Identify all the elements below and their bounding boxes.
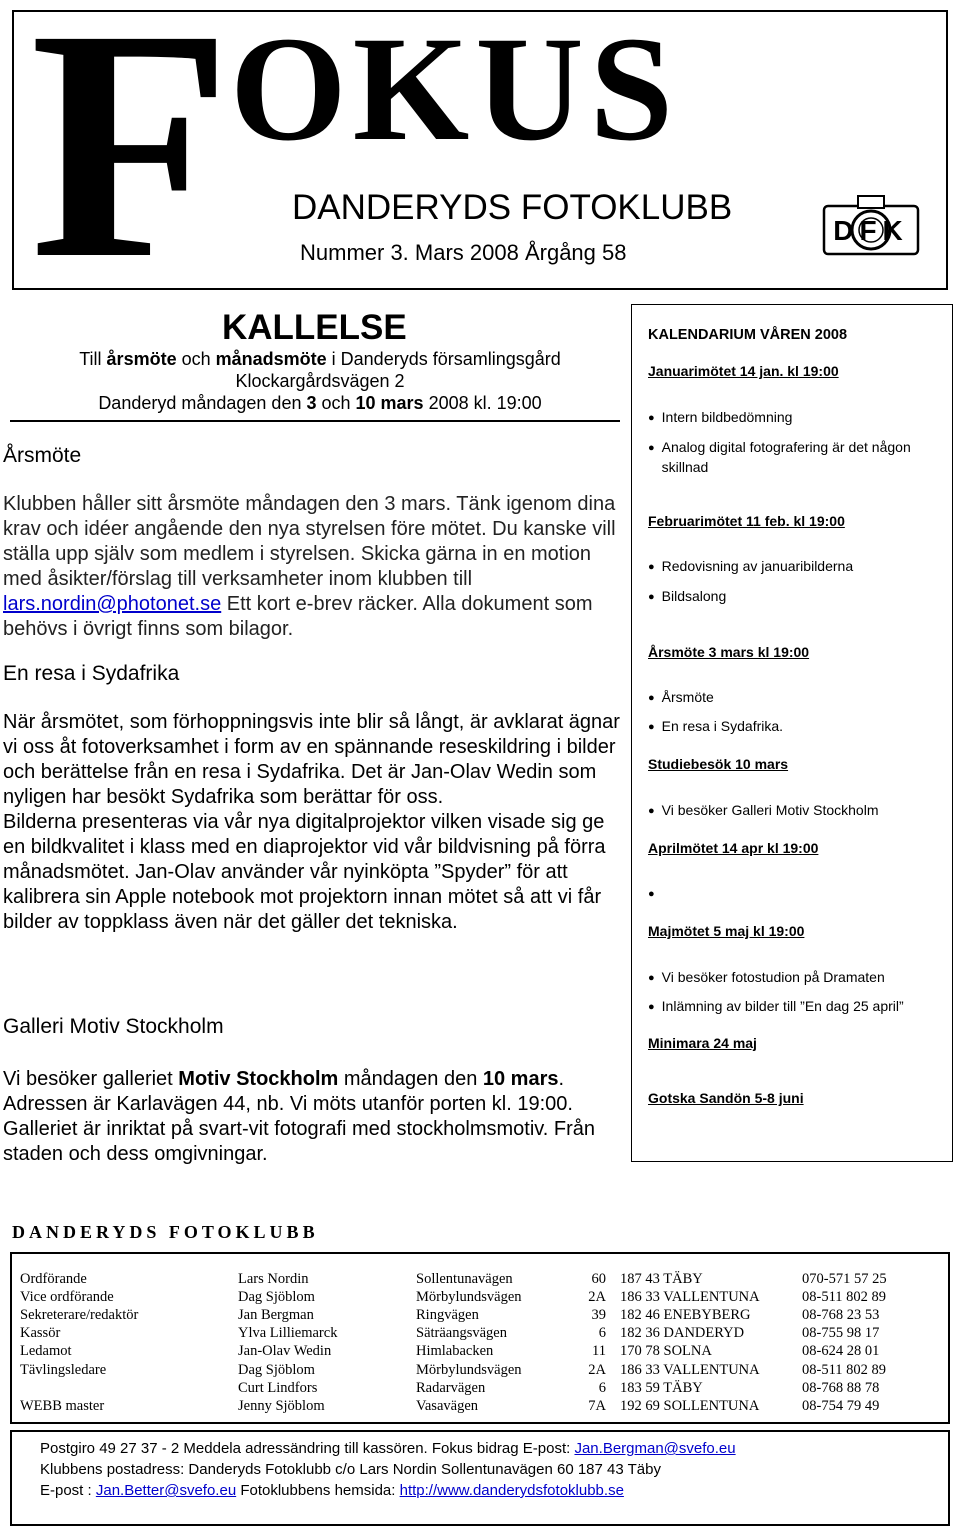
board-cell: 08-768 88 78: [802, 1379, 880, 1396]
board-cell: 7A: [588, 1397, 606, 1414]
board-cell: 11: [592, 1343, 606, 1360]
calendar-jan-item: ● Intern bildbedömning: [648, 407, 948, 429]
board-cell: Mörbylundsvägen: [416, 1288, 522, 1305]
board-cell: Dag Sjöblom: [238, 1361, 315, 1378]
kallelse-text: Till årsmöte och månadsmöte i Danderyds församlingsgård Klockargårdsvägen 2 Danderyd måndagen den 3 och 10 mars 2008 kl. 19:00: [79, 349, 561, 413]
calendar-maj-item: ● Vi besöker fotostudion på Dramaten: [648, 967, 948, 989]
board-cell: Sollentunavägen: [416, 1270, 513, 1287]
board-cell: 2A: [588, 1361, 606, 1378]
board-cell: Ringvägen: [416, 1306, 479, 1323]
calendar-maj-heading: Majmötet 5 maj kl 19:00: [648, 923, 805, 939]
board-cell: 08-511 802 89: [802, 1361, 887, 1378]
calendar-mar-item: ● Årsmöte: [648, 687, 948, 709]
kallelse-title: KALLELSE: [222, 308, 407, 347]
calendar-studie-heading: Studiebesök 10 mars: [648, 756, 789, 772]
email-link[interactable]: lars.nordin@photonet.se: [3, 593, 222, 615]
board-row: [20, 1306, 932, 1324]
board-cell: 170 78 SOLNA: [620, 1343, 712, 1360]
website-link[interactable]: http://www.danderydsfotoklubb.se: [399, 1482, 624, 1499]
board-cell: Jan Bergman: [238, 1306, 314, 1323]
section-heading-resa: En resa i Sydafrika: [3, 662, 180, 685]
calendar-studie-item: ● Vi besöker Galleri Motiv Stockholm: [648, 800, 948, 822]
section-heading-arsmote: Årsmöte: [3, 444, 82, 467]
calendar-jan-item: ● Analog digital fotografering är det någon skillnad: [648, 437, 948, 477]
board-cell: 182 36 DANDERYD: [620, 1325, 745, 1342]
board-cell: 070-571 57 25: [802, 1270, 887, 1287]
email-link[interactable]: Jan.Bergman@svefo.eu: [574, 1440, 736, 1457]
board-cell: Tävlingsledare: [20, 1361, 107, 1378]
board-cell: 186 33 VALLENTUNA: [620, 1361, 760, 1378]
calendar-box: [631, 304, 953, 1162]
board-table: [20, 1270, 932, 1416]
contact-line-3: E-post : Jan.Better@svefo.eu Fotoklubbens hemsida: http://www.danderydsfotoklubb.se: [40, 1482, 624, 1499]
board-cell: Ledamot: [20, 1343, 72, 1360]
board-cell: 6: [598, 1325, 606, 1342]
board-cell: 60: [591, 1270, 606, 1287]
calendar-apr-item: [648, 883, 948, 905]
board-cell: 08-511 802 89: [802, 1288, 887, 1305]
board-cell: Curt Lindfors: [238, 1379, 318, 1396]
board-row: [20, 1397, 932, 1415]
contact-line-1: Postgiro 49 27 37 - 2 Meddela adressändring till kassören. Fokus bidrag E-post: Jan.Bergman@svefo.eu: [40, 1440, 736, 1457]
board-cell: 183 59 TÄBY: [620, 1379, 703, 1396]
masthead-big-f: F: [30, 0, 228, 327]
board-row: [20, 1343, 932, 1361]
masthead-okus: OKUS: [230, 6, 680, 172]
board-row: [20, 1379, 932, 1397]
email-link[interactable]: Jan.Better@svefo.eu: [95, 1482, 237, 1499]
board-cell: Dag Sjöblom: [238, 1288, 315, 1305]
board-cell: Jenny Sjöblom: [238, 1397, 325, 1414]
issue-line: Nummer 3. Mars 2008 Årgång 58: [300, 240, 627, 265]
board-cell: 39: [591, 1306, 606, 1323]
board-cell: 08-768 23 53: [802, 1306, 880, 1323]
calendar-gotska-heading: Gotska Sandön 5-8 juni: [648, 1090, 804, 1106]
calendar-mar-heading: Årsmöte 3 mars kl 19:00: [648, 644, 810, 660]
contact-line-2: Klubbens postadress: Danderyds Fotoklubb c/o Lars Nordin Sollentunavägen 60 187 43 Täby: [40, 1461, 661, 1478]
board-cell: Vice ordförande: [20, 1288, 114, 1305]
board-cell: Säträangsvägen: [416, 1325, 507, 1342]
calendar-mar-item: ● En resa i Sydafrika.: [648, 716, 948, 738]
board-cell: Kassör: [20, 1325, 61, 1342]
board-cell: Ylva Lilliemarck: [238, 1325, 338, 1342]
calendar-jan-heading: Januarimötet 14 jan. kl 19:00: [648, 363, 839, 379]
footer-club-name: DANDERYDS FOTOKLUBB: [12, 1222, 319, 1242]
board-cell: Mörbylundsvägen: [416, 1361, 522, 1378]
section-heading-galleri: Galleri Motiv Stockholm: [3, 1015, 224, 1038]
paragraph-arsmote: Klubben håller sitt årsmöte måndagen den 3 mars. Tänk igenom dina krav och idéer angående den nya styrelsen före mötet. Du kanske vill ställa upp själv som medlem i styrelsen. Skicka gärna in en motion med åsikter/förslag till verksamheter inom klubben till lars.nordin@photonet.se Ett kort e-brev räcker. Alla dokument som behövs i övrigt finns som bilagor.: [3, 493, 616, 640]
board-cell: 08-755 98 17: [802, 1325, 880, 1342]
divider: [10, 420, 620, 422]
paragraph-resa: När årsmötet, som förhoppningsvis inte blir så långt, är avklarat ägnar vi oss åt fotoverksamhet i form av en spännande reseskildring i bilder och berättelse från en resa i Sydafrika. Det är Jan-Olav Wedin som nyligen har besökt Sydafrika som berättar för oss. Bilderna presenteras via vår nya digitalprojektor vilken visade sig ge en bildkvalitet i klass med en diaprojektor vid vår bildvisning på förra månadsmötet. Jan-Olav använder vår nyinköpta ”Spyder” för att kalibrera sin Apple notebook mot projektorn innan mötet så att vi får bilder av toppklass även när det gäller det tekniska.: [3, 711, 620, 933]
board-cell: 192 69 SOLLENTUNA: [620, 1397, 760, 1414]
board-cell: 182 46 ENEBYBERG: [620, 1306, 751, 1323]
calendar-feb-heading: Februarimötet 11 feb. kl 19:00: [648, 513, 845, 529]
board-cell: Vasavägen: [416, 1397, 479, 1414]
board-cell: Radarvägen: [416, 1379, 486, 1396]
calendar-minimara-heading: Minimara 24 maj: [648, 1035, 757, 1051]
board-cell: 186 33 VALLENTUNA: [620, 1288, 760, 1305]
board-cell: Jan-Olav Wedin: [238, 1343, 332, 1360]
board-cell: Himlabacken: [416, 1343, 494, 1360]
board-cell: 2A: [588, 1288, 606, 1305]
dfk-logo-text: DFK: [833, 215, 909, 246]
board-row: [20, 1270, 932, 1288]
club-title: DANDERYDS FOTOKLUBB: [292, 188, 733, 227]
board-cell: 187 43 TÄBY: [620, 1270, 703, 1287]
board-cell: WEBB master: [20, 1397, 105, 1414]
calendar-apr-heading: Aprilmötet 14 apr kl 19:00: [648, 840, 819, 856]
board-cell: Sekreterare/redaktör: [20, 1306, 139, 1323]
calendar-maj-item: ● Inlämning av bilder till ”En dag 25 april”: [648, 996, 948, 1018]
paragraph-galleri: Vi besöker galleriet Motiv Stockholm måndagen den 10 mars. Adressen är Karlavägen 44, nb. Vi möts utanför porten kl. 19:00. Galleriet är inriktat på svart-vit fotografi med stockholmsmotiv. Från staden och dess omgivningar.: [3, 1068, 596, 1165]
board-cell: 6: [598, 1379, 606, 1396]
board-row: [20, 1361, 932, 1379]
board-row: [20, 1288, 932, 1306]
board-cell: [20, 1379, 238, 1397]
board-cell: 08-754 79 49: [802, 1397, 880, 1414]
board-row: [20, 1325, 932, 1343]
board-cell: Ordförande: [20, 1270, 87, 1287]
calendar-feb-item: ● Redovisning av januaribilderna: [648, 556, 948, 578]
calendar-feb-item: ● Bildsalong: [648, 586, 948, 608]
board-cell: Lars Nordin: [238, 1270, 309, 1287]
dfk-logo: [822, 192, 920, 258]
calendar-title: KALENDARIUM VÅREN 2008: [648, 327, 848, 343]
board-cell: 08-624 28 01: [802, 1343, 880, 1360]
